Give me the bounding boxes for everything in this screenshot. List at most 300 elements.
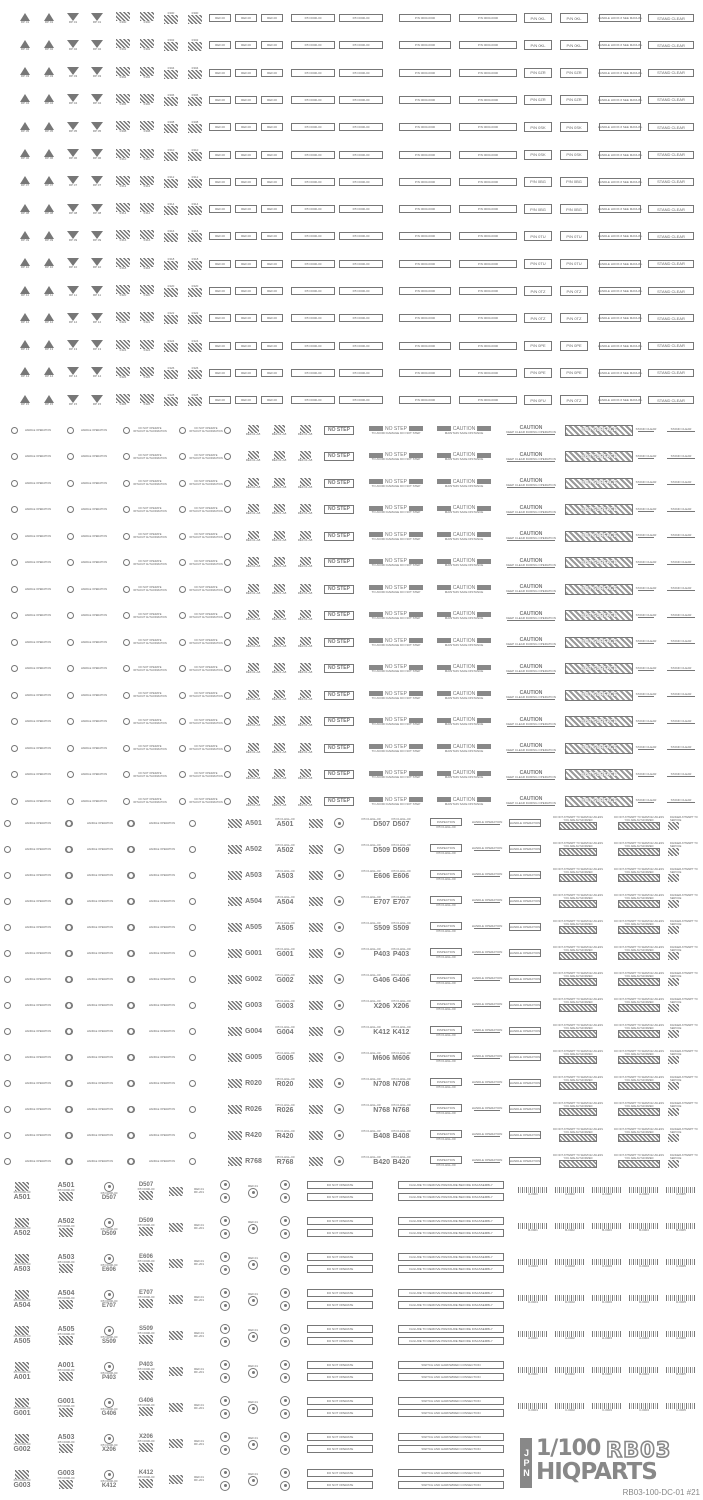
decal-caption: P/N 0000-00 [137, 1475, 155, 1479]
part-number-box: P/N 0BG [524, 177, 552, 187]
ref-box: REF.00 [261, 123, 283, 131]
line [667, 776, 695, 777]
hatch-ref-decal [294, 500, 316, 520]
decal-caption: RP 15 [44, 401, 54, 406]
code-label: S509 [373, 925, 390, 932]
handle-ring-decal [118, 500, 172, 520]
long-warn-box-decal [394, 1282, 508, 1316]
ref-ring-decal [240, 1282, 266, 1316]
decal-caption: HANDLE OPERATION [471, 924, 503, 928]
underline [507, 620, 555, 621]
line [667, 564, 695, 565]
warning-triangle-icon [14, 226, 36, 246]
part-number-box: P/N 0TU [524, 259, 552, 269]
hatch-pattern [309, 845, 323, 854]
decal-caption: STAND CLEAR [670, 612, 692, 617]
decal-caption: DO NOT OPERATE WITHOUT AUTHORIZATION [189, 506, 223, 513]
handle-box: HANDLE OPERATION [509, 977, 541, 981]
long-warn-box: FAILURE TO REMOVE PRESSURE BEFORE DISASSEMBLY [398, 1337, 504, 1345]
ref-box: REF.00 [209, 396, 231, 404]
decal-caption: REF.01-A8 [271, 723, 287, 727]
ring-dot-icon [248, 1404, 258, 1414]
part-number-box: P/N 0KL [560, 40, 588, 50]
part-number-decal [524, 8, 552, 28]
stand-clear-decal [646, 226, 696, 246]
hatch-ref-decal [294, 553, 316, 573]
decal-caption: 0306 [191, 92, 199, 97]
pn-long-box: P/N 0000-0000 [399, 205, 451, 213]
decal-caption: HANDLE OPERATION [24, 1159, 52, 1163]
part-number-decal [560, 254, 588, 274]
pn-box: P/N 0000-00 [291, 232, 335, 240]
warning-diamond-icon [86, 90, 108, 110]
code-pn-decal [384, 890, 418, 912]
decal-caption: MAINTAIN SAFE DISTANCE [444, 536, 484, 541]
warning-triangle-icon [38, 117, 60, 137]
ring-icon [66, 976, 73, 983]
caution-banner-label: CAUTION [452, 743, 476, 750]
line [667, 696, 695, 697]
code-label: A501 [57, 1181, 75, 1189]
line [474, 902, 500, 903]
ring-dot-icon [248, 1332, 258, 1342]
pn-long-box: P/N 0000-0000 [399, 342, 451, 350]
hatch-pattern [668, 1004, 679, 1012]
decal-caption: HANDLE OPERATION [80, 614, 108, 617]
line [474, 850, 500, 851]
handle-box: HANDLE OPERATION [509, 1003, 541, 1007]
decal-caption: HANDLE OPERATION [148, 1133, 176, 1137]
ring-pair-decal [70, 864, 130, 886]
stand-clear-decal [646, 172, 696, 192]
decal-caption: REF.01 [248, 1435, 258, 1440]
ring-pair-decal [132, 1150, 192, 1172]
decal-caption: HANDLE OPERATION [86, 1081, 114, 1085]
code-label: A501 [13, 1193, 31, 1201]
hatch-pattern [139, 1335, 153, 1344]
ring-dot-decal [332, 890, 346, 912]
code-pair-decal [44, 1246, 88, 1280]
hatch-ref-decal [268, 632, 290, 652]
decal-caption: RP 13 [44, 347, 54, 352]
decal-caption: HANDLE OPERATION [80, 534, 108, 538]
ring-icon-decal [222, 473, 232, 493]
ring-pair-top [66, 1158, 134, 1165]
code-pair-decal [4, 1426, 40, 1460]
hatch-ref-decal [294, 606, 316, 626]
ref-box: REF.00 [209, 69, 231, 77]
hatch-panel-decal [160, 90, 182, 110]
line [638, 458, 654, 459]
hatch-panel-decal [160, 117, 182, 137]
ring-icon [67, 639, 74, 646]
ring-icon [123, 427, 130, 434]
pn-long-box: P/N 0000-0000 [459, 178, 517, 186]
line [638, 617, 654, 618]
code-pair-decal [44, 1318, 88, 1352]
decal-caption: STAND CLEAR [635, 771, 657, 776]
decal-caption: P/N 0-HGL-00 [391, 869, 411, 873]
hatch-pattern [188, 124, 202, 133]
pn-long-box: P/N 0000-0000 [399, 314, 451, 322]
inspection-box-decal [428, 916, 464, 938]
hatch-pattern [164, 261, 178, 270]
ring-pair-decal [8, 1150, 68, 1172]
warn-box-decal [610, 1124, 668, 1146]
barcode-decal [553, 1282, 587, 1316]
handle-ring-decal [6, 473, 60, 493]
ring-dot-decal [270, 1390, 300, 1424]
decal-caption: TO AVOID DAMAGE DO NOT STEP [371, 589, 421, 594]
code-label: X206 [392, 1003, 410, 1010]
decal-caption: DO NOT OPERATE WITHOUT AUTHORIZATION [133, 453, 167, 460]
code-pair-decal [44, 1390, 88, 1424]
long-warn-box: FAILURE TO REMOVE PRESSURE BEFORE DISASSEMBLY [398, 1301, 504, 1309]
warn-box: DO NOT OPERATE [307, 1289, 373, 1297]
decal-caption: DO NOT OPERATE WITHOUT AUTHORIZATION [189, 798, 223, 804]
ring-icon [123, 745, 130, 752]
ring-icon [179, 586, 186, 593]
warn-box-decal [548, 1098, 608, 1120]
ref-box: REF.00 [235, 14, 257, 22]
decal-caption: HANDLE OPERATION [24, 821, 52, 825]
ring-dot-icon [280, 1229, 290, 1239]
decal-caption: HANDLE OPERATION [471, 1054, 503, 1058]
pn-box-decal [340, 226, 382, 246]
decal-caption: HANDLE OPERATION [24, 951, 52, 955]
caution-banner-decal [430, 685, 498, 705]
decal-caption: HANDLE OPERATION [24, 428, 52, 432]
hatch-pattern [59, 1336, 73, 1345]
decal-caption: STAND CLEAR [635, 480, 657, 484]
decal-caption: P/N 0-HGL-00 [275, 817, 295, 821]
hatch-panel-decal [136, 145, 158, 165]
line [667, 802, 695, 803]
code-label: A505 [13, 1337, 31, 1345]
code-label: G406 [138, 1398, 154, 1404]
ref-box: REF.00 [235, 205, 257, 213]
decal-caption: TO AVOID DAMAGE DO NOT STEP [371, 695, 421, 700]
decal-caption: P/N 0-HGL-00 [275, 947, 295, 951]
decal-caption: C-0002 [565, 1263, 575, 1268]
decal-caption: DO NOT OPERATE WITHOUT AUTHORIZATION [133, 798, 167, 804]
inspection-box: INSPECTION [430, 922, 462, 930]
handle-note-decal [472, 1150, 502, 1172]
ref-box-decal [262, 254, 282, 274]
decal-caption: P/N 0-HGL-00 [391, 1129, 411, 1133]
ring-dot-icon [280, 1193, 290, 1203]
caution-box-decal [504, 659, 558, 679]
ring-icon-decal [222, 659, 232, 679]
caution-banner-decal [430, 738, 498, 758]
ring-icon [4, 924, 11, 931]
line [638, 643, 654, 644]
code-label: A501 [245, 819, 262, 827]
decal-caption: REF.01-A8 [297, 643, 313, 648]
warn-hatch-box [559, 926, 597, 934]
ring-dot-icon [248, 1224, 258, 1234]
warning-triangle-icon [14, 8, 36, 28]
ring-icon [67, 480, 74, 487]
pn-long-box: P/N 0000-0000 [399, 369, 451, 377]
stand-clear-line-decal [664, 579, 698, 599]
warn-box-decal [548, 1124, 608, 1146]
warning-diamond-icon [86, 281, 108, 301]
decal-row-c [0, 1046, 703, 1068]
warning-note-box: HANDLE HOOK # SEE MANUAL [597, 234, 643, 239]
pn-long-box-decal [460, 199, 516, 219]
hatch-pattern [228, 871, 242, 880]
pn-long-box-decal [400, 63, 450, 83]
decal-caption: DO NOT OPERATE WITHOUT AUTHORIZATION [133, 480, 167, 486]
decal-caption: KEEP CLEAR DURING OPERATION [506, 615, 556, 620]
code-label: P403 [392, 951, 410, 958]
part-number-box: P/N 0TZ [560, 286, 588, 296]
decal-caption: P/N 0-HGL-00 [275, 999, 295, 1003]
ring-icon [224, 480, 231, 487]
barcode-decal [590, 1318, 624, 1352]
ring-icon [4, 976, 11, 983]
ring-icon [128, 1002, 135, 1009]
caution-box-label: CAUTION [519, 504, 543, 511]
decal-caption: RP 10 [20, 265, 30, 270]
decal-caption: HANDLE OPERATION [148, 873, 176, 877]
barcode-decal [627, 1174, 661, 1208]
ref-box: REF.00 [209, 205, 231, 213]
ref-box-decal [210, 254, 230, 274]
pn-long-box: P/N 0000-0000 [459, 96, 517, 104]
ring-dot-icon [104, 1470, 114, 1480]
no-step-banner-decal [366, 712, 426, 732]
pn-box: P/N 0000-00 [291, 287, 335, 295]
pn-box-decal [292, 90, 334, 110]
hatch-pattern [164, 233, 178, 242]
stand-clear-box: STAND CLEAR [648, 123, 694, 131]
handle-box-decal [508, 864, 542, 886]
ring-dot-icon [104, 1182, 114, 1192]
code-label: A505 [57, 1325, 75, 1333]
decal-row-b [0, 526, 703, 546]
pn-long-box: P/N 0000-0000 [399, 151, 451, 159]
warn-box-decal [548, 968, 608, 990]
decal-caption: HANDLE OPERATION [24, 614, 52, 617]
decal-caption: 0328 [119, 402, 127, 407]
barcode-decal [516, 1390, 550, 1424]
decal-caption: RP 06 [68, 156, 78, 160]
caution-box-decal [504, 738, 558, 758]
decal-caption: P/N 0000-00 [13, 1189, 31, 1194]
caution-box-decal [504, 473, 558, 493]
decal-caption: HANDLE OPERATION [148, 1055, 176, 1059]
decal-caption: D-0004 [639, 1299, 649, 1304]
ring-pair-top [128, 924, 196, 931]
danger-decal [668, 1124, 702, 1146]
ref-box-decal [210, 35, 230, 55]
hatch-ref-decal [268, 579, 290, 599]
decal-caption: HANDLE OPERATION [24, 799, 52, 803]
decal-caption: KEEP CLEAR DURING OPERATION [506, 668, 556, 673]
handle-ring-decal [62, 791, 116, 811]
decal-row-a [0, 63, 703, 83]
part-number-decal [524, 145, 552, 165]
warning-diamond-icon [62, 145, 84, 165]
decal-caption: DO NOT ATTEMPT TO SERVICE UNLESS YOU ARE AUTHORIZED [614, 1102, 664, 1108]
hatch-pattern [59, 1408, 73, 1417]
barcode-decal [553, 1318, 587, 1352]
decal-caption: STAND CLEAR [635, 586, 657, 590]
no-step-banner-decal [366, 765, 426, 785]
decal-caption: DO NOT ATTEMPT TO SERVICE UNLESS YOU ARE AUTHORIZED [553, 1076, 603, 1082]
stand-clear-line-decal [664, 500, 698, 520]
code-label: R768 [276, 1159, 294, 1166]
stand-clear-decal [646, 199, 696, 219]
code-label: E606 [392, 873, 410, 880]
pn-long-box-decal [400, 226, 450, 246]
ring-icon [67, 427, 74, 434]
code-label: X206 [373, 1003, 390, 1010]
pn-box-decal [292, 145, 334, 165]
decal-caption: RP 02 [44, 46, 54, 51]
hot-surface-panel: HOT SURFACE [565, 796, 633, 807]
decal-row-b [0, 500, 703, 520]
warn-box-decal [300, 1246, 380, 1280]
ref-box-decal [262, 145, 282, 165]
line [474, 954, 500, 955]
code-hatch-wrap [228, 1053, 262, 1062]
ring-icon [66, 1080, 73, 1087]
handle-note-decal [472, 890, 502, 912]
caution-box-decal [504, 632, 558, 652]
warning-diamond-icon [86, 199, 108, 219]
decal-caption: DO NOT OPERATE WITHOUT AUTHORIZATION [133, 718, 167, 725]
warning-diamond-icon [86, 254, 108, 274]
decal-caption: 0324 [191, 338, 199, 343]
decal-caption: TO AVOID DAMAGE DO NOT STEP [371, 775, 421, 779]
decal-caption: P/N 0000-00 [57, 1367, 75, 1372]
decal-caption: REF.01-A8 [297, 431, 313, 436]
code-label: R020 [276, 1081, 294, 1088]
code-pair-decal [44, 1426, 88, 1460]
stand-clear-decal [646, 390, 696, 410]
stand-clear-decal [646, 281, 696, 301]
decal-caption: RP 15 [20, 401, 30, 406]
ring-icon [4, 1106, 11, 1113]
decal-row-b [0, 765, 703, 785]
ref-box-decal [262, 8, 282, 28]
warning-note-box: HANDLE HOOK # SEE MANUAL [597, 370, 643, 375]
hot-surface-panel: HOT SURFACE [565, 690, 633, 701]
hatch-decal [306, 1020, 326, 1042]
code-hatch-wrap [228, 1027, 262, 1036]
ref-box: REF.00 [235, 96, 257, 104]
decal-caption: 0302 [191, 38, 199, 43]
decal-caption: STAND CLEAR [635, 427, 657, 431]
decal-caption: P/N 0000-00 [100, 1334, 118, 1339]
pn-box-decal [340, 117, 382, 137]
pn-box: P/N 0000-00 [339, 287, 383, 295]
handle-ring-decal [6, 579, 60, 599]
hatch-ref-decal [242, 659, 264, 679]
ring-pair-top [128, 1054, 196, 1061]
ref-box: REF.00 [261, 342, 283, 350]
decal-caption: REF.01-A8 [297, 749, 313, 754]
decal-caption: P/N 0-HGL-00 [361, 947, 381, 951]
ring-icon [189, 820, 196, 827]
decal-caption: HANDLE OPERATION [80, 587, 108, 591]
part-number-box: P/N 0TZ [524, 286, 552, 296]
handle-ring-decal [174, 473, 228, 493]
part-number-decal [560, 145, 588, 165]
decal-caption: P/N 0-HGL-00 [436, 1032, 456, 1037]
hatch-pattern [169, 1439, 183, 1448]
decal-caption: 0312 [119, 183, 127, 188]
part-number-decal [560, 363, 588, 383]
decal-caption: HANDLE OPERATION [471, 820, 503, 824]
warning-note-decal [598, 336, 642, 356]
stand-clear-box: STAND CLEAR [648, 96, 694, 104]
ring-dot-icon [280, 1180, 290, 1190]
ring-dot-icon [104, 1326, 114, 1336]
handle-ring-decal [174, 712, 228, 732]
part-number-decal [560, 308, 588, 328]
code-label: A503 [57, 1253, 75, 1261]
decal-caption: DO NOT OPERATE WITHOUT AUTHORIZATION [189, 533, 223, 539]
decal-caption: RP 08 [20, 210, 30, 215]
ring-icon [123, 612, 130, 619]
no-step-box: NO STEP [324, 664, 354, 673]
ring-pair-top [4, 1132, 72, 1139]
warning-diamond-icon [62, 90, 84, 110]
ref-box-decal [236, 35, 256, 55]
ring-code-decal [92, 1426, 126, 1460]
caution-box-label: CAUTION [519, 425, 543, 431]
decal-row-a [0, 35, 703, 55]
barcode-decal [553, 1246, 587, 1280]
decal-caption: 0326 [191, 365, 199, 370]
warning-triangle-icon [38, 8, 60, 28]
code-pair-decal [44, 1462, 88, 1496]
pn-box: P/N 0000-00 [339, 342, 383, 350]
decal-caption: DO NOT OPERATE WITHOUT AUTHORIZATION [189, 427, 223, 433]
handle-ring-decal [174, 500, 228, 520]
decal-caption: REF.01-A8 [245, 617, 261, 621]
decal-caption: P/N 0000-00 [13, 1333, 31, 1338]
handle-box: HANDLE OPERATION [509, 1029, 541, 1033]
pn-box-decal [292, 363, 334, 383]
decal-caption: HANDLE OPERATION [471, 1158, 503, 1162]
ring-pair-top [66, 950, 134, 957]
code-pair-decal [128, 1174, 164, 1208]
warning-note-box: HANDLE HOOK # SEE MANUAL [597, 343, 643, 348]
decal-caption: REF.01 [194, 1439, 204, 1443]
warning-diamond-icon [62, 336, 84, 356]
ring-icon [4, 1028, 11, 1035]
decal-row-a [0, 145, 703, 165]
ring-icon [67, 506, 74, 513]
hatch-panel-decal [136, 63, 158, 83]
ring-pair-top [66, 1002, 134, 1009]
ref-box: REF.00 [209, 123, 231, 131]
hatch-pattern [164, 397, 178, 406]
handle-ring-decal [118, 447, 172, 467]
ring-dot-icon [334, 948, 344, 958]
hot-surface-decal [564, 579, 634, 599]
decal-caption: RP 12 [20, 319, 30, 324]
ring-icon [179, 639, 186, 646]
decal-caption: REF.01-A8 [245, 458, 261, 462]
ring-dot-icon [220, 1360, 230, 1370]
pn-long-box: P/N 0000-0000 [399, 396, 451, 404]
